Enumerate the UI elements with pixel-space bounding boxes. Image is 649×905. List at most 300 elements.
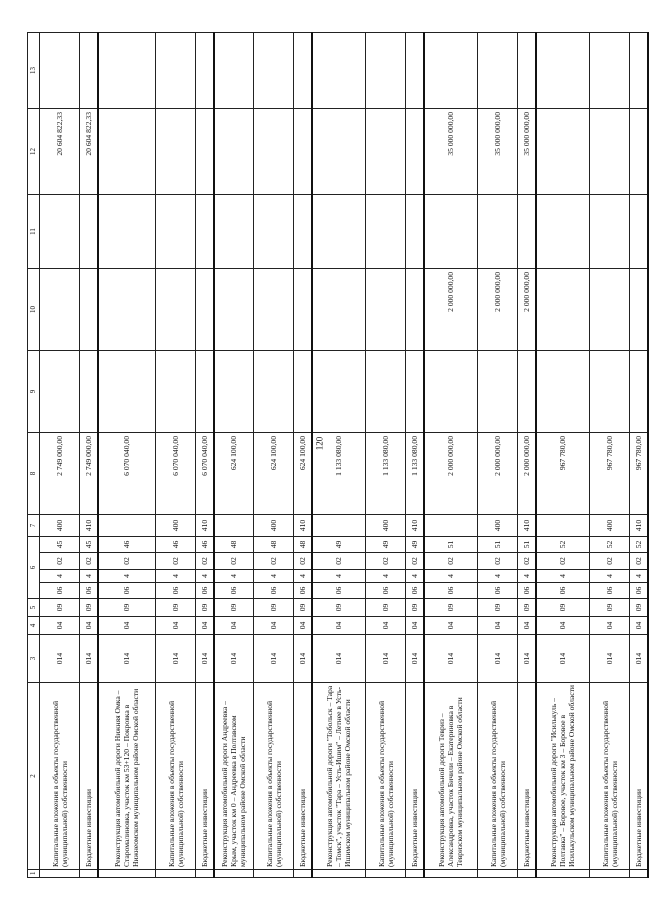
row-cell: 4 — [294, 570, 312, 583]
row-cell: 06 — [424, 583, 478, 599]
table-row — [518, 33, 536, 878]
row-cell: 967 780,00 — [590, 433, 630, 515]
row-cell — [478, 870, 518, 878]
row-cell — [214, 33, 254, 109]
row-cell — [80, 870, 98, 878]
row-cell: 4 — [590, 570, 630, 583]
row-cell: 02 — [424, 553, 478, 570]
row-cell: 410 — [196, 515, 214, 537]
header-cell: 13 — [28, 33, 40, 109]
row-cell: 02 — [156, 553, 196, 570]
row-cell — [98, 195, 156, 269]
row-cell — [156, 195, 196, 269]
row-cell — [590, 351, 630, 433]
row-cell: 6 070 040,00 — [98, 433, 156, 515]
row-cell: 410 — [518, 515, 536, 537]
row-cell: 4 — [478, 570, 518, 583]
row-cell — [254, 269, 294, 351]
table-row — [156, 33, 196, 878]
row-cell — [214, 195, 254, 269]
header-cell: 11 — [28, 195, 40, 269]
row-cell — [424, 351, 478, 433]
row-cell: 09 — [214, 599, 254, 617]
row-cell: 04 — [80, 617, 98, 635]
row-cell — [630, 195, 648, 269]
row-name-cell: Капитальные вложения в объекты государственной (муниципальной) собственности — [156, 683, 196, 870]
row-cell: 014 — [478, 635, 518, 683]
row-cell — [40, 870, 80, 878]
row-cell: 014 — [366, 635, 406, 683]
table-row — [424, 33, 478, 878]
row-cell — [98, 33, 156, 109]
row-cell — [98, 870, 156, 878]
row-cell: 014 — [590, 635, 630, 683]
row-cell: 400 — [478, 515, 518, 537]
row-cell: 06 — [214, 583, 254, 599]
row-cell — [518, 33, 536, 109]
row-cell — [406, 33, 424, 109]
header-cell: 9 — [28, 351, 40, 433]
row-cell — [214, 269, 254, 351]
row-cell: 06 — [98, 583, 156, 599]
table-row — [196, 33, 214, 878]
budget-table — [27, 32, 649, 878]
header-cell: 12 — [28, 109, 40, 195]
row-cell — [312, 195, 366, 269]
row-cell — [406, 870, 424, 878]
row-cell — [424, 33, 478, 109]
row-cell: 6 070 040,00 — [156, 433, 196, 515]
row-cell: 02 — [590, 553, 630, 570]
row-cell — [80, 33, 98, 109]
row-cell — [312, 269, 366, 351]
row-cell: 04 — [294, 617, 312, 635]
row-cell — [196, 870, 214, 878]
header-cell: 8 — [28, 433, 40, 515]
row-cell: 6 070 040,00 — [196, 433, 214, 515]
table-row — [80, 33, 98, 878]
row-cell: 1 133 080,00 — [366, 433, 406, 515]
row-cell: 410 — [294, 515, 312, 537]
row-cell — [366, 870, 406, 878]
row-cell — [630, 269, 648, 351]
row-cell — [294, 351, 312, 433]
row-name-cell: Капитальные вложения в объекты государственной (муниципальной) собственности — [254, 683, 294, 870]
row-cell: 20 604 822,33 — [40, 109, 80, 195]
row-cell — [518, 351, 536, 433]
row-cell: 09 — [196, 599, 214, 617]
row-cell: 09 — [590, 599, 630, 617]
row-cell: 014 — [214, 635, 254, 683]
row-cell — [214, 515, 254, 537]
row-cell: 46 — [196, 537, 214, 553]
row-cell — [254, 195, 294, 269]
row-cell — [40, 351, 80, 433]
row-cell: 06 — [406, 583, 424, 599]
row-cell: 014 — [40, 635, 80, 683]
row-cell — [156, 351, 196, 433]
row-cell: 4 — [40, 570, 80, 583]
row-cell — [294, 195, 312, 269]
row-cell — [254, 109, 294, 195]
row-cell: 51 — [424, 537, 478, 553]
header-cell: 3 — [28, 635, 40, 683]
row-cell: 06 — [40, 583, 80, 599]
row-cell — [630, 33, 648, 109]
row-cell — [366, 195, 406, 269]
row-cell — [406, 195, 424, 269]
row-cell: 06 — [590, 583, 630, 599]
row-cell: 967 780,00 — [536, 433, 590, 515]
row-cell: 02 — [40, 553, 80, 570]
header-cell: 10 — [28, 269, 40, 351]
row-cell — [630, 870, 648, 878]
row-cell: 02 — [478, 553, 518, 570]
row-cell: 04 — [98, 617, 156, 635]
row-cell — [518, 870, 536, 878]
row-cell: 04 — [590, 617, 630, 635]
row-cell — [254, 870, 294, 878]
row-cell: 04 — [478, 617, 518, 635]
row-cell: 014 — [294, 635, 312, 683]
row-cell: 02 — [312, 553, 366, 570]
row-cell — [478, 195, 518, 269]
row-cell: 48 — [254, 537, 294, 553]
row-cell: 06 — [80, 583, 98, 599]
row-cell — [80, 269, 98, 351]
row-cell: 410 — [406, 515, 424, 537]
row-cell — [254, 351, 294, 433]
row-cell — [294, 33, 312, 109]
row-cell — [312, 109, 366, 195]
row-cell — [536, 195, 590, 269]
row-cell: 2 749 000,00 — [40, 433, 80, 515]
row-cell: 49 — [406, 537, 424, 553]
row-cell — [294, 870, 312, 878]
row-cell: 09 — [80, 599, 98, 617]
row-cell: 624 100,00 — [294, 433, 312, 515]
row-cell: 09 — [294, 599, 312, 617]
row-name-cell: Реконструкция автомобильной дороги Тевриз – Александровка, участок Бичили – Екатериновка в Тевризском муниципальном районе Омской области — [424, 683, 478, 870]
row-cell: 02 — [214, 553, 254, 570]
row-cell — [518, 195, 536, 269]
row-cell: 06 — [478, 583, 518, 599]
row-cell — [536, 33, 590, 109]
row-cell — [630, 109, 648, 195]
row-cell: 48 — [214, 537, 254, 553]
row-cell — [366, 109, 406, 195]
row-cell — [98, 515, 156, 537]
row-cell — [478, 351, 518, 433]
row-cell: 09 — [478, 599, 518, 617]
row-cell: 35 000 000,00 — [518, 109, 536, 195]
row-cell: 48 — [294, 537, 312, 553]
row-cell: 2 749 000,00 — [80, 433, 98, 515]
row-cell: 400 — [254, 515, 294, 537]
table-row — [630, 33, 648, 878]
row-cell: 4 — [98, 570, 156, 583]
header-cell: 7 — [28, 515, 40, 537]
row-cell: 46 — [98, 537, 156, 553]
row-cell: 35 000 000,00 — [478, 109, 518, 195]
row-cell — [80, 351, 98, 433]
row-cell: 4 — [630, 570, 648, 583]
row-cell: 06 — [366, 583, 406, 599]
row-cell: 4 — [214, 570, 254, 583]
row-cell — [590, 195, 630, 269]
row-name-cell: Реконструкция автомобильной дороги Нижняя Омка – Старомалиновка, участок км 53+120 – Покровка в Нижнеомском муниципальном районе Омской области — [98, 683, 156, 870]
row-cell: 014 — [406, 635, 424, 683]
row-cell — [312, 515, 366, 537]
row-cell: 2 000 000,00 — [518, 269, 536, 351]
row-cell: 2 000 000,00 — [424, 433, 478, 515]
row-cell: 46 — [156, 537, 196, 553]
row-cell — [590, 33, 630, 109]
row-cell: 02 — [518, 553, 536, 570]
row-cell: 967 780,00 — [630, 433, 648, 515]
row-cell: 20 604 822,33 — [80, 109, 98, 195]
row-cell: 400 — [366, 515, 406, 537]
row-cell: 09 — [406, 599, 424, 617]
row-name-cell: Капитальные вложения в объекты государственной (муниципальной) собственности — [590, 683, 630, 870]
row-cell: 4 — [156, 570, 196, 583]
row-cell: 4 — [196, 570, 214, 583]
row-cell: 02 — [98, 553, 156, 570]
row-cell — [630, 351, 648, 433]
row-cell: 4 — [254, 570, 294, 583]
row-cell — [214, 870, 254, 878]
row-cell: 2 000 000,00 — [478, 269, 518, 351]
row-cell: 06 — [294, 583, 312, 599]
row-cell — [254, 33, 294, 109]
row-cell: 52 — [536, 537, 590, 553]
row-cell: 52 — [590, 537, 630, 553]
header-cell: 4 — [28, 617, 40, 635]
row-cell: 04 — [196, 617, 214, 635]
row-cell — [536, 269, 590, 351]
row-cell: 014 — [518, 635, 536, 683]
row-cell: 400 — [590, 515, 630, 537]
row-name-cell: Бюджетные инвестиции — [630, 683, 648, 870]
row-cell — [312, 351, 366, 433]
row-cell — [536, 351, 590, 433]
row-cell: 02 — [630, 553, 648, 570]
row-cell: 45 — [80, 537, 98, 553]
table-row — [40, 33, 80, 878]
row-cell — [196, 33, 214, 109]
row-cell: 624 100,00 — [214, 433, 254, 515]
row-cell — [590, 269, 630, 351]
row-cell: 06 — [630, 583, 648, 599]
row-cell: 400 — [156, 515, 196, 537]
row-cell: 1 133 080,00 — [312, 433, 366, 515]
row-cell: 04 — [424, 617, 478, 635]
row-cell: 4 — [312, 570, 366, 583]
row-cell: 06 — [156, 583, 196, 599]
row-cell — [366, 351, 406, 433]
row-cell: 014 — [196, 635, 214, 683]
row-cell — [40, 269, 80, 351]
row-cell — [156, 109, 196, 195]
table-row — [478, 33, 518, 878]
row-cell — [156, 33, 196, 109]
row-cell: 014 — [156, 635, 196, 683]
table-row — [214, 33, 254, 878]
row-cell: 04 — [40, 617, 80, 635]
row-cell — [406, 269, 424, 351]
row-cell: 014 — [424, 635, 478, 683]
header-cell: 2 — [28, 683, 40, 870]
row-cell: 09 — [98, 599, 156, 617]
table-header — [28, 33, 40, 878]
row-name-cell: Реконструкция автомобильной дороги "Тобольск – Тара – Томск", участок "Тара – Усть-Ишим" – Летнее в Усть-Ишимском муниципальном районе Омской области — [312, 683, 366, 870]
row-cell: 09 — [156, 599, 196, 617]
row-cell: 014 — [254, 635, 294, 683]
row-cell: 4 — [366, 570, 406, 583]
table-row — [536, 33, 590, 878]
row-cell: 51 — [518, 537, 536, 553]
row-cell: 02 — [80, 553, 98, 570]
row-cell: 4 — [536, 570, 590, 583]
row-cell: 014 — [98, 635, 156, 683]
row-cell — [366, 33, 406, 109]
row-cell: 06 — [312, 583, 366, 599]
row-cell: 04 — [630, 617, 648, 635]
rotated-page — [27, 33, 643, 878]
row-name-cell: Бюджетные инвестиции — [518, 683, 536, 870]
row-cell — [214, 109, 254, 195]
row-cell: 014 — [312, 635, 366, 683]
row-cell: 4 — [518, 570, 536, 583]
row-cell — [40, 195, 80, 269]
header-cell: 6 — [28, 537, 40, 599]
row-cell — [424, 515, 478, 537]
row-cell: 014 — [536, 635, 590, 683]
row-name-cell: Капитальные вложения в объекты государственной (муниципальной) собственности — [366, 683, 406, 870]
row-cell — [536, 870, 590, 878]
row-cell — [196, 269, 214, 351]
row-cell — [98, 351, 156, 433]
row-name-cell: Бюджетные инвестиции — [196, 683, 214, 870]
row-name-cell: Капитальные вложения в объекты государственной (муниципальной) собственности — [478, 683, 518, 870]
row-cell: 49 — [312, 537, 366, 553]
row-cell — [196, 109, 214, 195]
row-cell: 52 — [630, 537, 648, 553]
table-row — [254, 33, 294, 878]
row-cell — [156, 870, 196, 878]
row-cell: 09 — [254, 599, 294, 617]
row-cell: 06 — [196, 583, 214, 599]
row-cell: 49 — [366, 537, 406, 553]
row-cell: 04 — [214, 617, 254, 635]
row-cell: 02 — [196, 553, 214, 570]
row-name-cell: Бюджетные инвестиции — [294, 683, 312, 870]
row-cell — [196, 195, 214, 269]
row-cell: 400 — [40, 515, 80, 537]
row-name-cell: Бюджетные инвестиции — [80, 683, 98, 870]
row-cell: 35 000 000,00 — [424, 109, 478, 195]
row-cell: 04 — [156, 617, 196, 635]
row-cell — [98, 109, 156, 195]
row-cell — [536, 109, 590, 195]
row-cell: 04 — [312, 617, 366, 635]
row-cell: 04 — [536, 617, 590, 635]
row-cell — [80, 195, 98, 269]
row-cell: 09 — [518, 599, 536, 617]
row-cell: 4 — [80, 570, 98, 583]
row-cell — [196, 351, 214, 433]
row-cell: 410 — [630, 515, 648, 537]
row-cell: 09 — [312, 599, 366, 617]
row-cell: 51 — [478, 537, 518, 553]
row-cell: 014 — [80, 635, 98, 683]
row-cell — [536, 515, 590, 537]
row-cell: 09 — [630, 599, 648, 617]
row-cell — [312, 870, 366, 878]
row-cell — [294, 109, 312, 195]
table-row — [312, 33, 366, 878]
row-cell — [98, 269, 156, 351]
row-cell: 014 — [630, 635, 648, 683]
row-cell — [214, 351, 254, 433]
row-cell: 2 000 000,00 — [424, 269, 478, 351]
row-cell: 02 — [406, 553, 424, 570]
row-cell — [406, 351, 424, 433]
page-number: 120 — [314, 436, 325, 451]
row-cell: 2 000 000,00 — [478, 433, 518, 515]
row-cell — [312, 33, 366, 109]
header-cell: 1 — [28, 870, 40, 878]
row-cell: 04 — [406, 617, 424, 635]
row-cell: 624 100,00 — [254, 433, 294, 515]
table-row — [98, 33, 156, 878]
row-cell: 45 — [40, 537, 80, 553]
row-cell: 06 — [254, 583, 294, 599]
row-cell: 2 000 000,00 — [518, 433, 536, 515]
row-name-cell: Реконструкция автомобильной дороги Андреевка – Крым, участок км 0 – Андреевка в Полтавском муниципальном районе Омской области — [214, 683, 254, 870]
row-cell — [424, 195, 478, 269]
row-cell: 02 — [294, 553, 312, 570]
row-cell: 1 133 080,00 — [406, 433, 424, 515]
row-cell: 410 — [80, 515, 98, 537]
row-cell: 02 — [254, 553, 294, 570]
row-cell — [366, 269, 406, 351]
row-cell: 06 — [518, 583, 536, 599]
row-cell — [590, 109, 630, 195]
row-cell: 4 — [406, 570, 424, 583]
row-cell: 09 — [424, 599, 478, 617]
row-cell: 04 — [254, 617, 294, 635]
row-cell — [590, 870, 630, 878]
table-row — [590, 33, 630, 878]
row-cell: 02 — [536, 553, 590, 570]
row-cell: 09 — [40, 599, 80, 617]
row-name-cell: Бюджетные инвестиции — [406, 683, 424, 870]
row-cell — [40, 33, 80, 109]
row-cell: 04 — [518, 617, 536, 635]
table-row — [366, 33, 406, 878]
row-cell: 09 — [536, 599, 590, 617]
row-cell — [424, 870, 478, 878]
row-cell: 06 — [536, 583, 590, 599]
row-cell — [294, 269, 312, 351]
table-row — [406, 33, 424, 878]
row-cell: 04 — [366, 617, 406, 635]
row-cell: 02 — [366, 553, 406, 570]
row-cell — [406, 109, 424, 195]
row-name-cell: Капитальные вложения в объекты государственной (муниципальной) собственности — [40, 683, 80, 870]
row-name-cell: Реконструкция автомобильной дороги "Исилькуль – Полтавка" – Боровое, участок км 3 – Боровое в Исилькульском муниципальном районе Омской области — [536, 683, 590, 870]
